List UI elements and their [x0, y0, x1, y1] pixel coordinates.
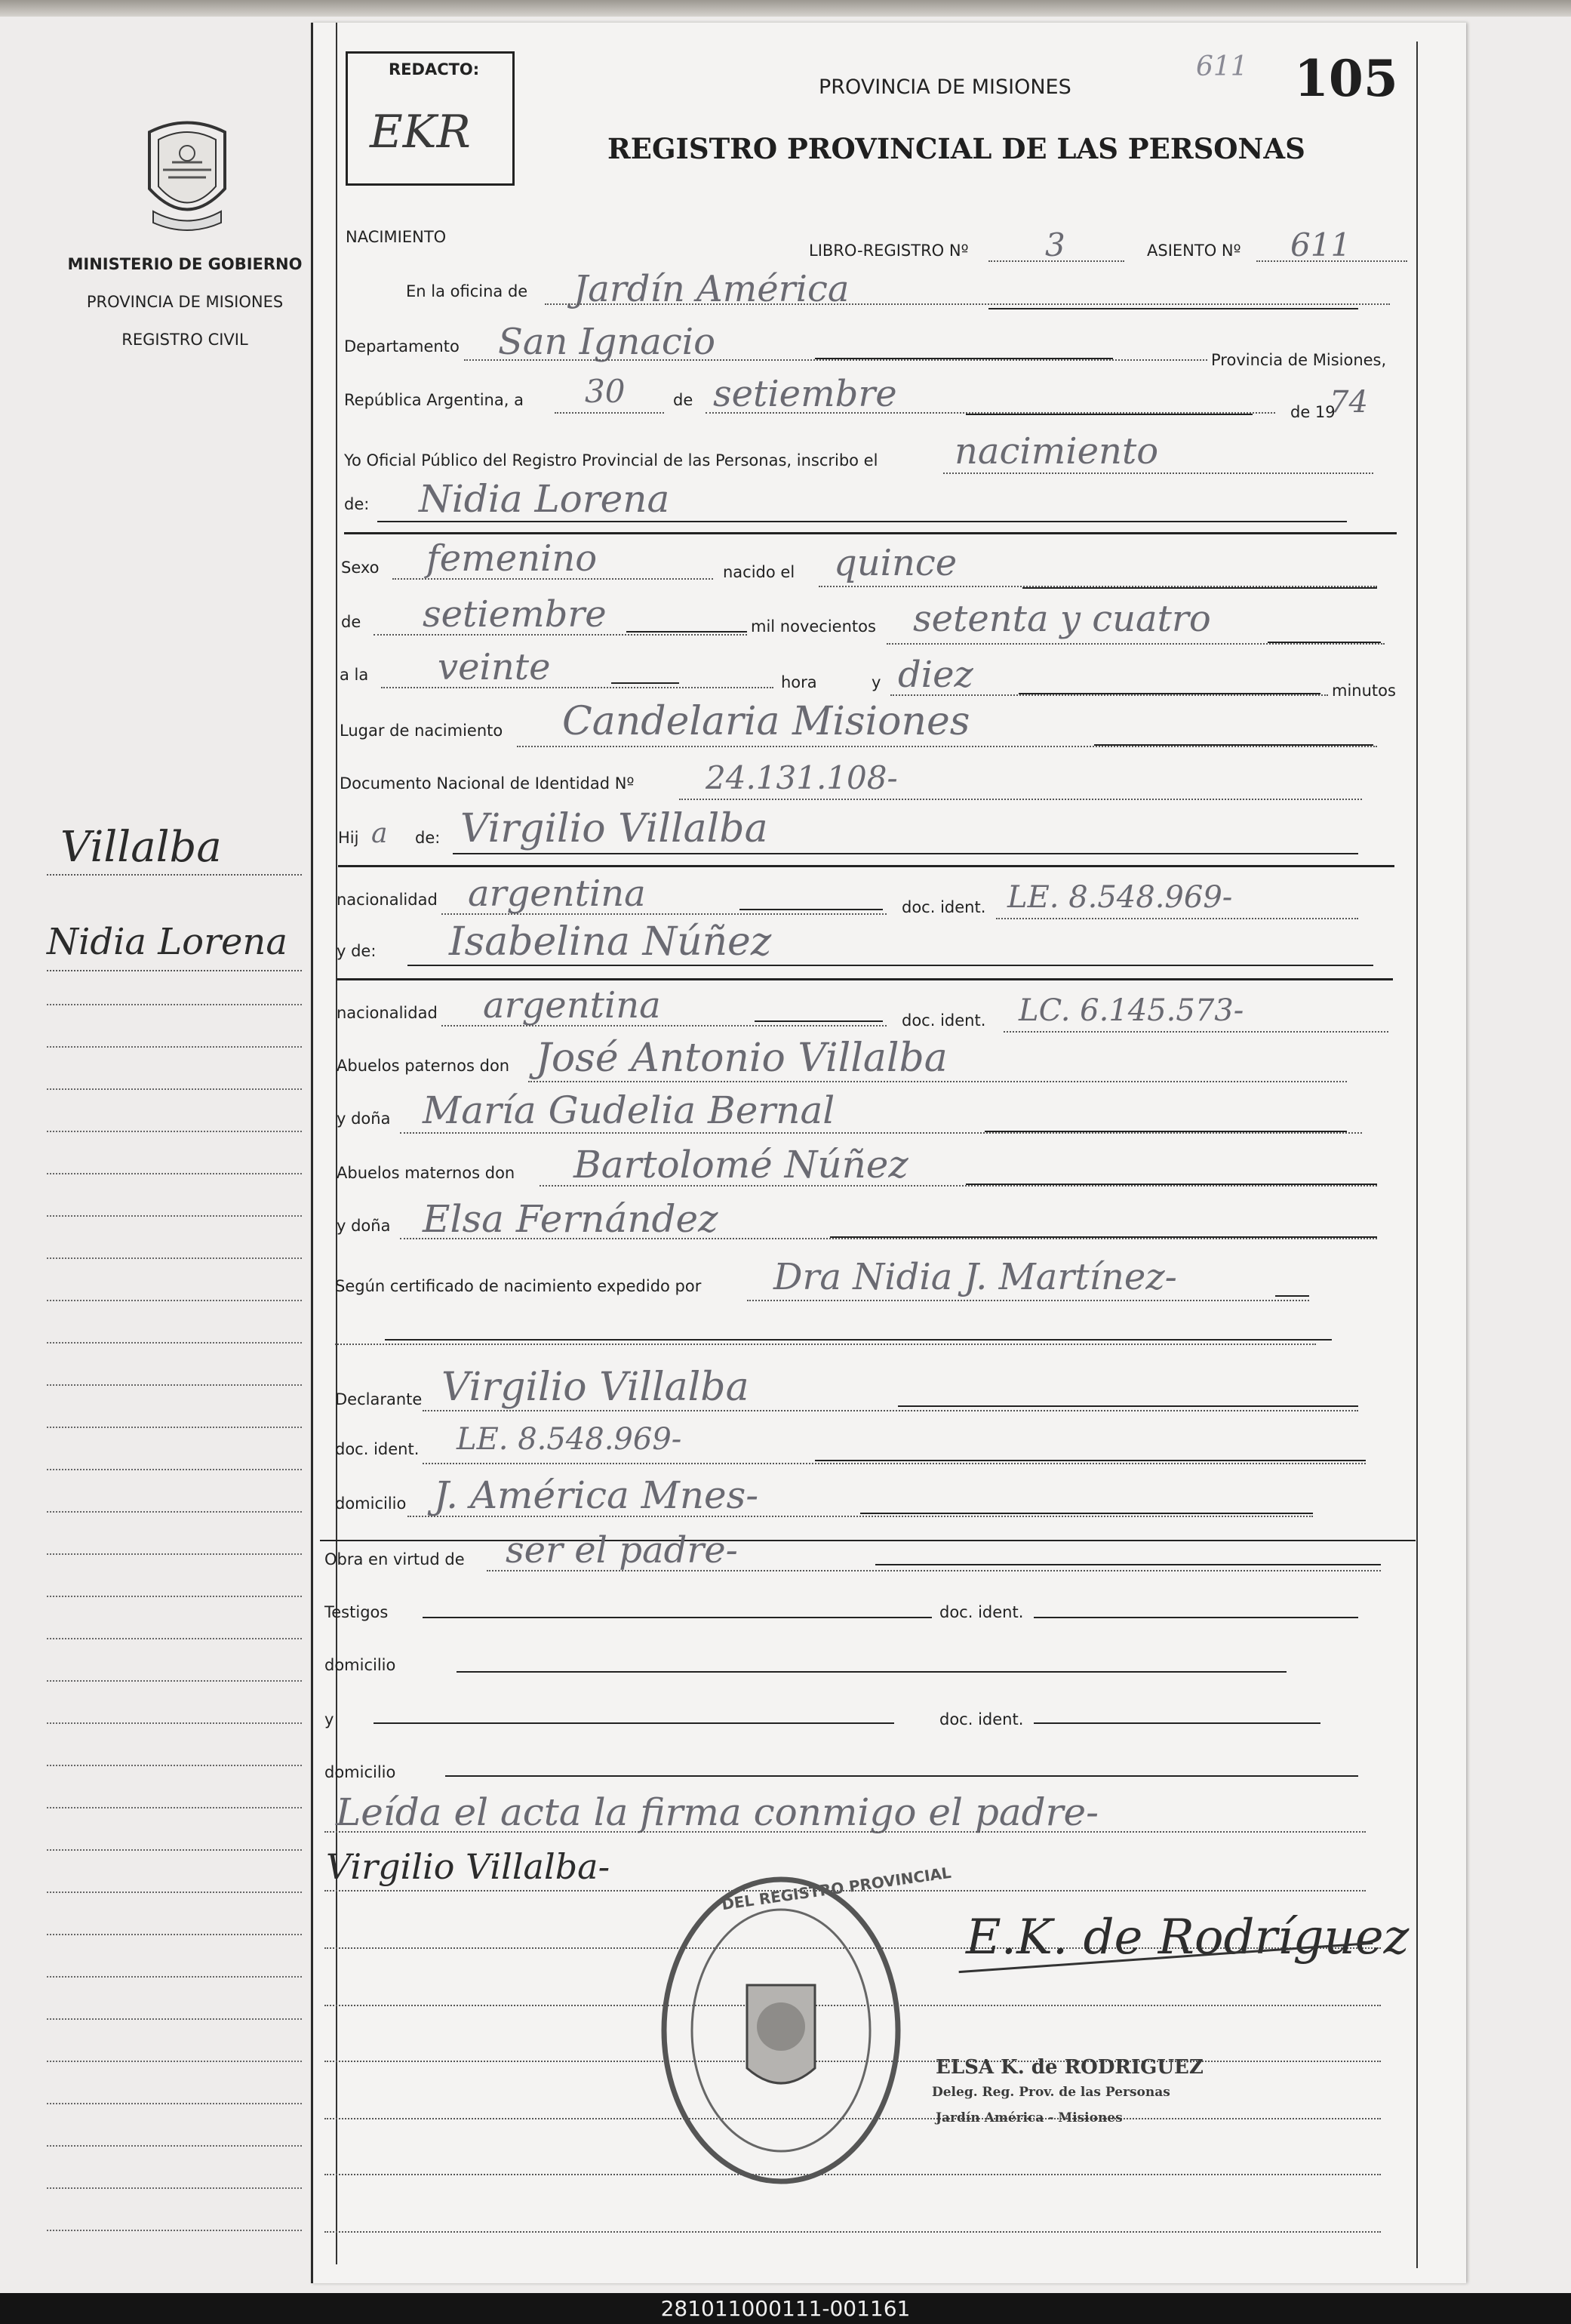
stamp-title: Deleg. Reg. Prov. de las Personas: [932, 2085, 1170, 2100]
minutes-label: minutos: [1332, 682, 1396, 700]
redacto-label: REDACTO:: [389, 60, 480, 78]
born-month-de-label: de: [341, 613, 361, 631]
acting-value: ser el padre-: [506, 1529, 738, 1571]
of-label: de:: [344, 495, 370, 513]
stamp-name: ELSA K. de RODRIGUEZ: [936, 2056, 1204, 2079]
mother-doc: LC. 6.145.573-: [1019, 993, 1244, 1028]
department-value: San Ignacio: [498, 321, 716, 363]
margin-line: [47, 1680, 302, 1682]
margin-line: [47, 1004, 302, 1005]
margin-line: [47, 1427, 302, 1428]
paternal-label: Abuelos paternos don: [337, 1057, 510, 1075]
minute-value: diez: [898, 654, 973, 696]
maternal-label: Abuelos maternos don: [337, 1164, 515, 1182]
margin-line: [47, 1596, 302, 1597]
book-label: LIBRO-REGISTRO Nº: [809, 242, 969, 260]
margin-line: [47, 1849, 302, 1851]
hours-label: hora: [781, 673, 817, 691]
image-code: 281011000111-001161: [0, 2293, 1571, 2324]
mother-nationality: argentina: [483, 984, 661, 1027]
margin-line: [47, 2061, 302, 2062]
paternal-grandmother: María Gudelia Bernal: [423, 1088, 835, 1132]
ministry-name: MINISTERIO DE GOBIERNO: [67, 255, 303, 273]
entry-label: ASIENTO Nº: [1147, 242, 1241, 260]
department-label: Departamento: [344, 337, 460, 356]
margin-names: Nidia Lorena: [47, 921, 287, 963]
certificate-label: Según certificado de nacimiento expedido por: [335, 1277, 702, 1295]
margin-line: [47, 1046, 302, 1048]
page-rule-right: [1416, 42, 1418, 2268]
margin-line: [47, 1976, 302, 1978]
margin-line: [47, 2103, 302, 2104]
republic-label: República Argentina, a: [344, 391, 524, 409]
registry-seal: [656, 1872, 905, 2189]
child-of-de: de:: [415, 829, 441, 847]
father-name: Virgilio Villalba: [460, 806, 768, 851]
margin-line: [47, 1511, 302, 1513]
seal-icon: [656, 1872, 905, 2189]
born-day: quince: [834, 542, 958, 584]
margin-line: [47, 1469, 302, 1470]
redacto-initials: EKR: [370, 106, 471, 159]
coat-of-arms-icon: [134, 117, 240, 238]
margin-line: [47, 1722, 302, 1724]
maternal-grandmother: Elsa Fernández: [423, 1197, 718, 1241]
office-label: En la oficina de: [406, 282, 528, 300]
month-de-label: de: [673, 391, 693, 409]
declarant-signature: Virgilio Villalba-: [326, 1846, 610, 1887]
declarant-doc: LE. 8.548.969-: [457, 1422, 682, 1457]
maternal-dona-label: y doña: [337, 1217, 391, 1235]
margin-line: [47, 2018, 302, 2020]
margin-line: [47, 1765, 302, 1766]
born-year-words: setenta y cuatro: [913, 598, 1211, 640]
officer-text: Yo Oficial Público del Registro Provincial de las Personas, inscribo el: [344, 451, 878, 469]
margin-line: [47, 2145, 302, 2147]
and-of-label: y de:: [337, 942, 377, 960]
sex-value: femenino: [426, 537, 598, 580]
margin-line: [47, 1934, 302, 1935]
acting-label: Obra en virtud de: [324, 1550, 465, 1568]
margin-line: [47, 1892, 302, 1893]
page-number: 105: [1294, 49, 1398, 108]
margin-line: [47, 1638, 302, 1639]
book-number: 3: [1045, 226, 1065, 263]
paternal-dona-label: y doña: [337, 1110, 391, 1128]
margin-line: [47, 1173, 302, 1174]
margin-line: [47, 1553, 302, 1555]
seal-ring-text: DEL REGISTRO PROVINCIAL: [720, 1863, 953, 1914]
mother-nationality-label: nacionalidad: [337, 1004, 438, 1022]
header-province: PROVINCIA DE MISIONES: [819, 75, 1071, 99]
entry-number: 611: [1290, 226, 1351, 263]
year-value: 74: [1330, 385, 1368, 420]
margin-line: [47, 1257, 302, 1259]
witness2-doc-label: doc. ident.: [939, 1710, 1024, 1728]
page-title: REGISTRO PROVINCIAL DE LAS PERSONAS: [607, 132, 1305, 165]
ministry-province: PROVINCIA DE MISIONES: [86, 293, 284, 311]
born-month: setiembre: [423, 593, 607, 636]
ministry-seal: [134, 117, 240, 238]
thousand-label: mil novecientos: [751, 617, 876, 636]
margin-surname: Villalba: [60, 823, 222, 872]
act-value: nacimiento: [955, 430, 1159, 472]
child-of-label: Hij: [338, 829, 359, 847]
margin-line: [47, 1131, 302, 1132]
witness2-y-label: y: [324, 1710, 334, 1728]
margin-line: [47, 1807, 302, 1808]
witness1-address-label: domicilio: [324, 1656, 396, 1674]
sex-label: Sexo: [341, 559, 380, 577]
and-label: y: [872, 673, 881, 691]
witnesses-label: Testigos: [324, 1603, 389, 1621]
office-value: Jardín América: [573, 268, 850, 310]
margin-line: [47, 2230, 302, 2231]
child-name: Nidia Lorena: [419, 477, 670, 521]
month-value: setiembre: [713, 373, 897, 415]
paternal-grandfather: José Antonio Villalba: [536, 1036, 948, 1081]
top-edge: [0, 0, 1571, 17]
province-suffix: Provincia de Misiones,: [1211, 351, 1387, 369]
page-rule-left: [336, 23, 337, 2264]
mother-doc-label: doc. ident.: [902, 1011, 986, 1030]
witness2-address-label: domicilio: [324, 1763, 396, 1781]
dni-label: Documento Nacional de Identidad Nº: [340, 774, 635, 793]
father-nationality-label: nacionalidad: [337, 891, 438, 909]
pencil-number: 611: [1196, 51, 1248, 82]
father-nationality: argentina: [468, 873, 646, 915]
declarant-value: Virgilio Villalba: [441, 1365, 749, 1410]
margin-line: [47, 1342, 302, 1344]
place-label: Lugar de nacimiento: [340, 722, 503, 740]
father-doc: LE. 8.548.969-: [1007, 880, 1233, 915]
born-label: nacido el: [723, 563, 795, 581]
child-of-suffix: a: [371, 818, 388, 849]
declarant-doc-label: doc. ident.: [335, 1440, 420, 1458]
ministry-office: REGISTRO CIVIL: [121, 331, 248, 349]
hour-value: veinte: [438, 646, 551, 688]
year-label: de 19: [1290, 403, 1336, 421]
maternal-grandfather: Bartolomé Núñez: [573, 1143, 908, 1187]
declarant-label: Declarante: [335, 1390, 423, 1408]
day-value: 30: [585, 373, 626, 410]
stamp-place: Jardín América - Misiones: [936, 2110, 1123, 2125]
margin-line: [47, 1088, 302, 1090]
margin-line: [47, 1300, 302, 1301]
mother-name: Isabelina Núñez: [449, 919, 772, 965]
closing-text: Leída el acta la firma conmigo el padre-: [336, 1790, 1099, 1834]
witness1-doc-label: doc. ident.: [939, 1603, 1024, 1621]
place-value: Candelaria Misiones: [562, 699, 970, 744]
at-label: a la: [340, 666, 369, 684]
margin-line: [47, 2187, 302, 2189]
declarant-address: J. América Mnes-: [434, 1473, 759, 1517]
official-signature: E.K. de Rodríguez: [966, 1910, 1410, 1965]
margin-line: [47, 1215, 302, 1217]
declarant-address-label: domicilio: [335, 1494, 407, 1513]
margin-line: [47, 1384, 302, 1386]
certificate-value: Dra Nidia J. Martínez-: [773, 1256, 1177, 1298]
father-doc-label: doc. ident.: [902, 898, 986, 916]
record-type: NACIMIENTO: [346, 228, 447, 246]
dni-value: 24.131.108-: [706, 759, 898, 796]
